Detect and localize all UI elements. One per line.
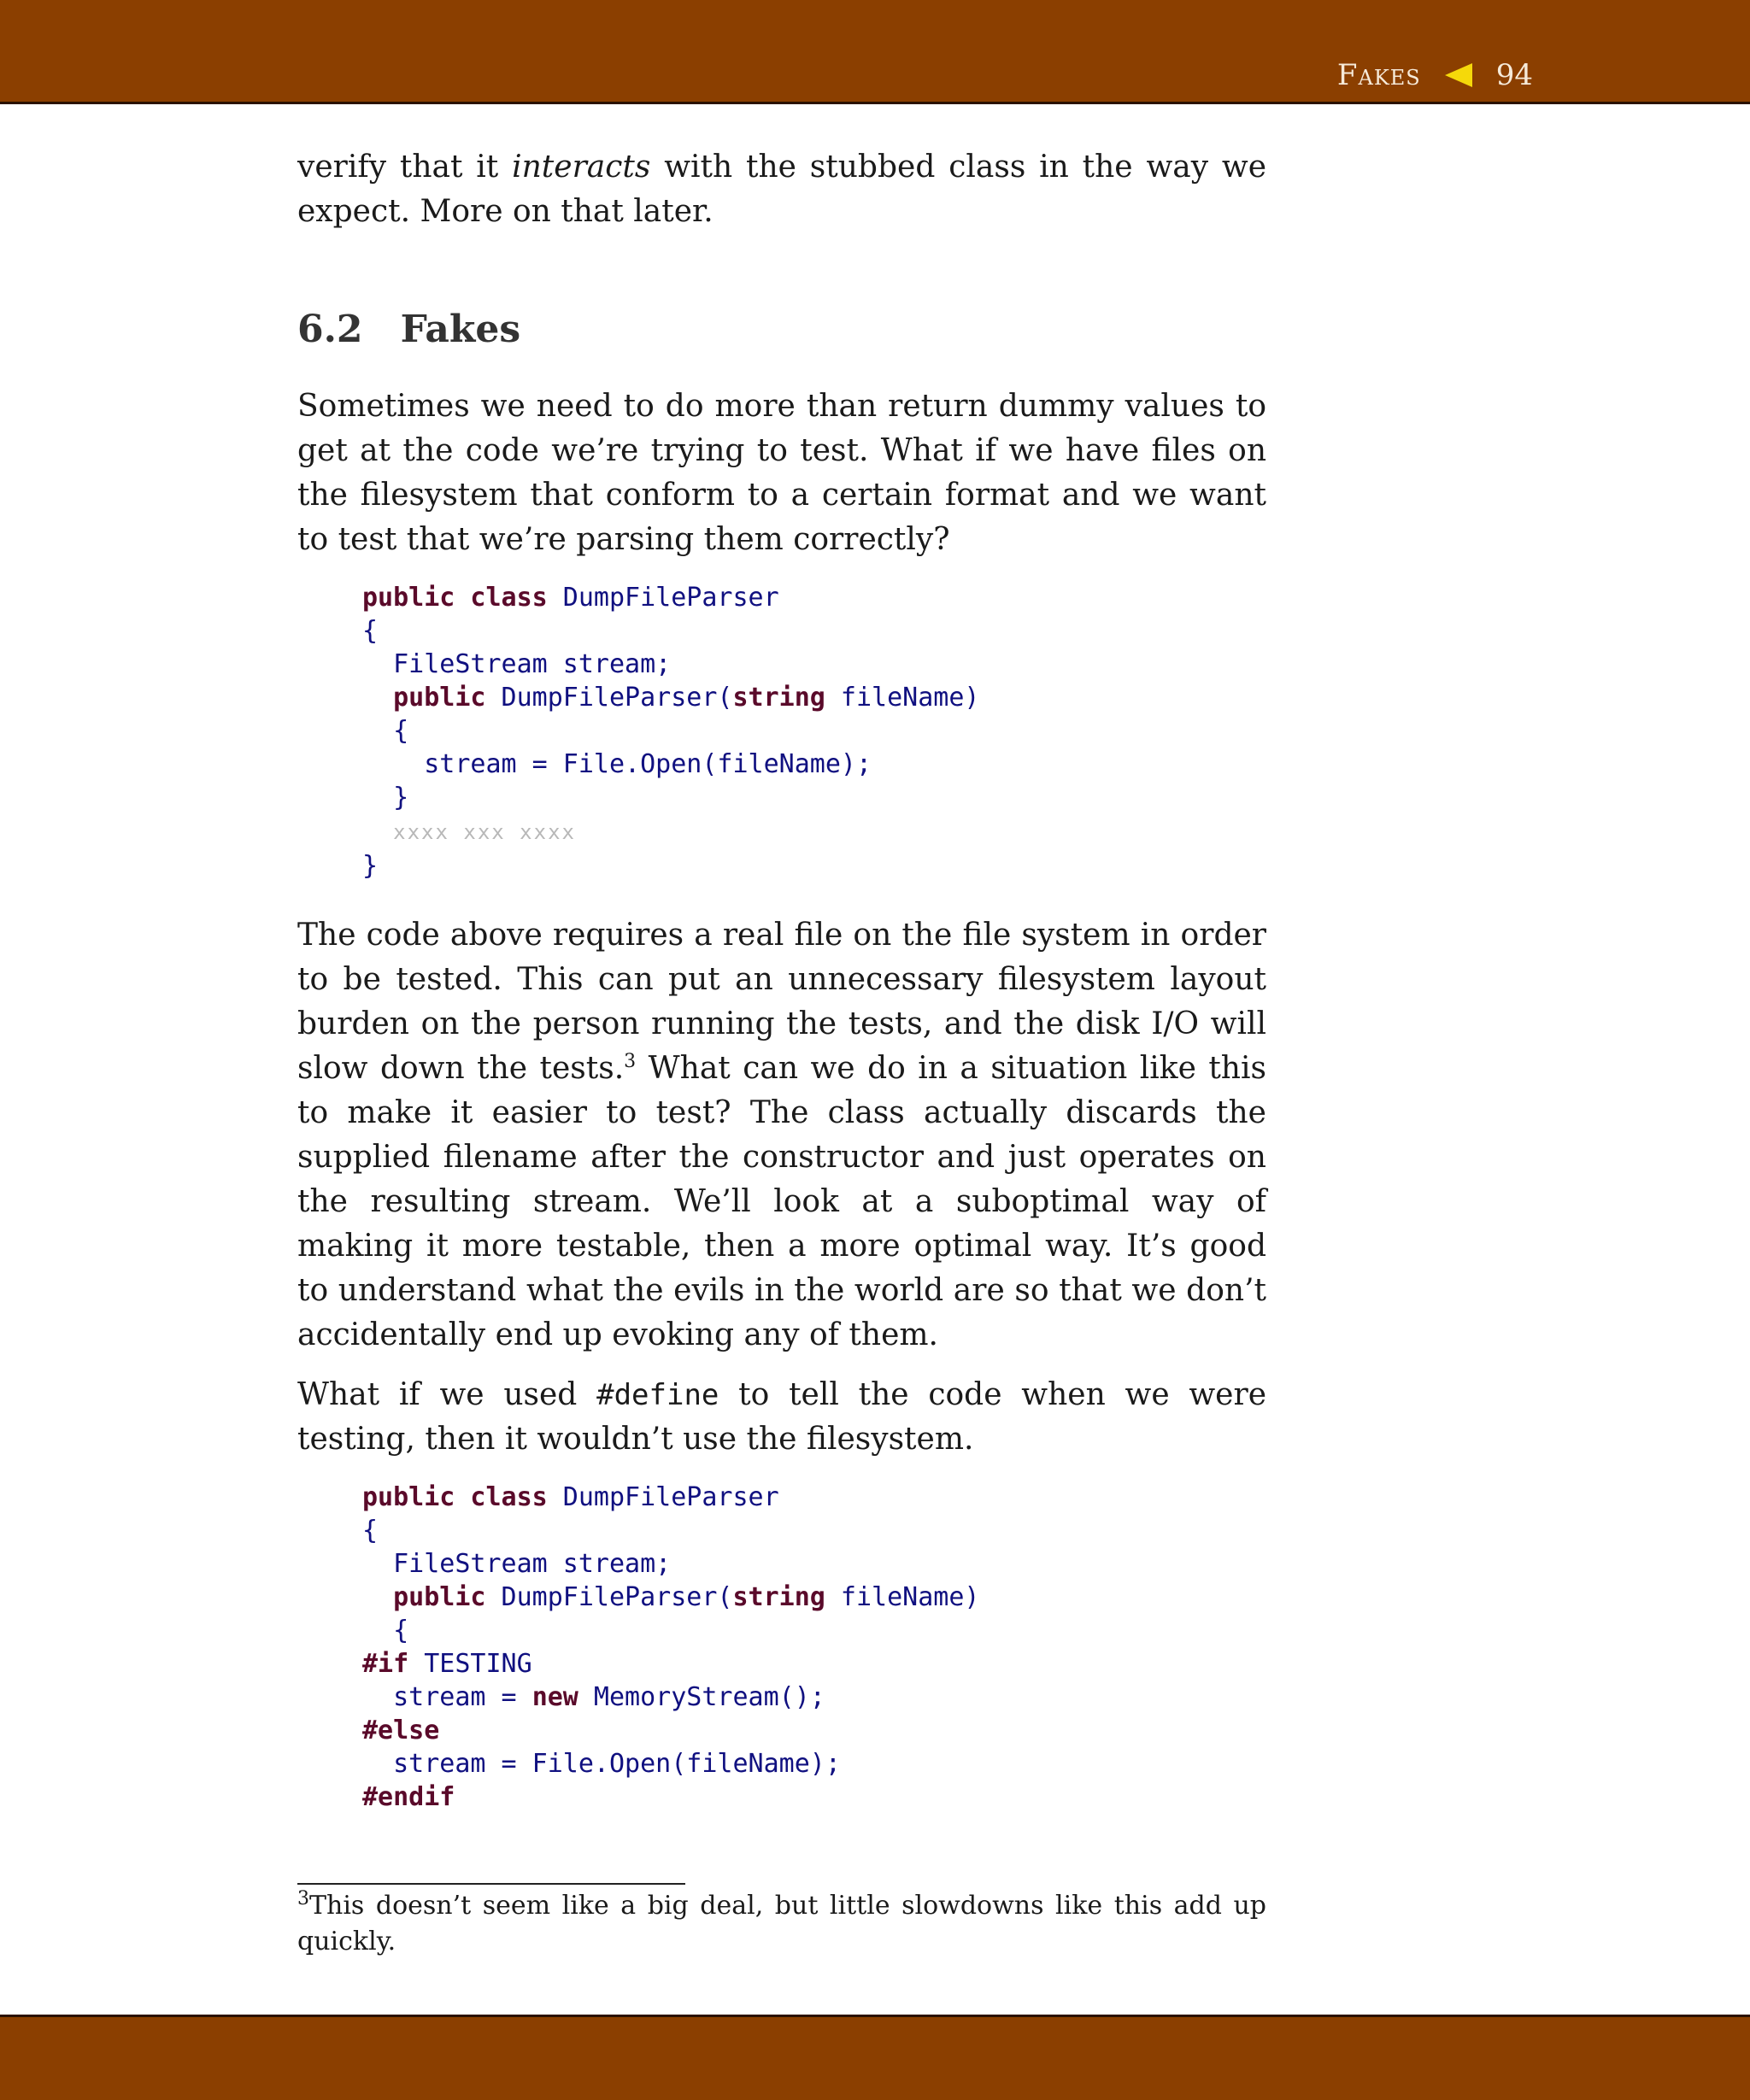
code-block-2: public class DumpFileParser { FileStream stream; public DumpFileParser(string fileName) { #if TESTING stream = new MemoryStream(); #else stream = File.Open(fileName); #endif bbox=[362, 1482, 980, 1812]
running-section-title: Fakes bbox=[1336, 58, 1421, 92]
faded-code-line: xxxx xxx xxxx bbox=[393, 820, 576, 844]
page-number: 94 bbox=[1495, 58, 1533, 92]
paragraph-1: Sometimes we need to do more than return dummy values to get at the code we’re trying to test. What if we have files on the filesystem that conform to a certain format and we want to test that we’re parsing them correctly? bbox=[297, 389, 1266, 557]
previous-arrow-icon[interactable] bbox=[1445, 63, 1472, 87]
running-head bbox=[1337, 58, 1533, 92]
section-heading bbox=[297, 308, 520, 351]
footnote-rule bbox=[297, 1883, 685, 1885]
footnote-mark: 3 bbox=[297, 1888, 309, 1909]
paragraph-2: The code above requires a real file on the file system in order to be tested. This can put an unnecessary filesystem layout burden on the person running the tests, and the disk I/O will slow down the tests.$^3$ What can we do in a situation like this to make it easier to test? The class actually discards the supplied filename after the constructor and just operates on the resulting stream. We’ll look at a suboptimal way of making it more testable, then a more optimal way. It’s good to understand what the evils in the world are so that we don’t accidentally end up evoking any of them. bbox=[297, 918, 1266, 1352]
code-block-1: public class DumpFileParser { FileStream stream; public DumpFileParser(string fileName) { stream = File.Open(fileName); } xxxx xxx xxxx } bbox=[362, 583, 980, 881]
section-title: Fakes bbox=[400, 308, 521, 351]
header-bar bbox=[0, 0, 1750, 104]
footnote-ref: 3 bbox=[624, 1051, 637, 1072]
paragraph-3: What if we used #define to tell the code when we were testing, then it wouldn’t use the filesystem. bbox=[297, 1377, 1267, 1457]
page-body bbox=[297, 145, 1266, 234]
footer-bar bbox=[0, 2015, 1750, 2100]
intro-paragraph: verify that it interacts with the stubbed class in the way we expect. More on that later. bbox=[297, 150, 1267, 229]
section-number: 6.2 bbox=[297, 308, 363, 351]
footnote: $^3$This doesn’t seem like a big deal, but little slowdowns like this add up quickly. bbox=[297, 1888, 1266, 1956]
inline-code: #define bbox=[596, 1378, 719, 1412]
section-body bbox=[297, 384, 1266, 1814]
